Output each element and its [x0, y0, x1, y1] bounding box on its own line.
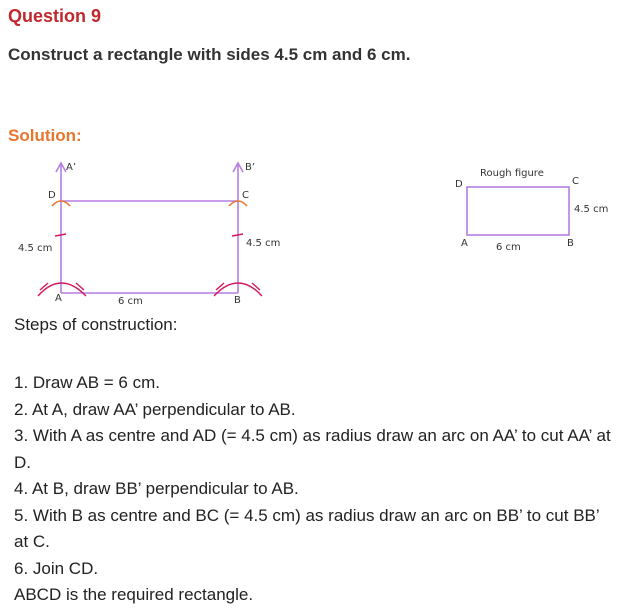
question-title: Question 9: [8, 6, 102, 26]
label-bottom: 6 cm: [118, 296, 143, 307]
label-left-side: 4.5 cm: [18, 243, 53, 254]
label-A-prime: A’: [66, 162, 77, 173]
solution-heading: Solution:: [8, 126, 82, 145]
label-D: D: [48, 190, 56, 201]
step-1: 1. Draw AB = 6 cm.: [14, 373, 160, 392]
rough-label-D: D: [455, 179, 463, 190]
rough-label-B: B: [567, 238, 574, 249]
tick-right: [232, 234, 243, 236]
rough-rectangle: [467, 187, 569, 235]
question-text: Construct a rectangle with sides 4.5 cm and 6 cm.: [8, 45, 411, 64]
rough-label-A: A: [461, 238, 468, 249]
label-right-side: 4.5 cm: [246, 238, 281, 249]
step-6: 6. Join CD.: [14, 558, 99, 578]
rough-side: 4.5 cm: [574, 204, 609, 215]
step-5: 5. With B as centre and BC (= 4.5 cm) as radius draw an arc on BB’ to cut BB’ at C.: [14, 505, 600, 551]
conclusion: ABCD is the required rectangle.: [14, 585, 254, 604]
label-B-prime: B’: [245, 162, 256, 173]
steps-title: Steps of construction:: [14, 315, 178, 334]
rough-label-C: C: [572, 176, 579, 187]
label-C: C: [242, 190, 249, 201]
step-2: 2. At A, draw AA’ perpendicular to AB.: [14, 399, 296, 419]
rough-bottom: 6 cm: [496, 242, 521, 253]
tick-left: [55, 234, 66, 236]
step-3: 3. With A as centre and AD (= 4.5 cm) as radius draw an arc on AA’ to cut AA’ at D.: [14, 426, 611, 472]
label-B: B: [234, 295, 241, 306]
steps-list: [14, 370, 614, 609]
construction-figure: [0, 150, 623, 315]
label-A: A: [55, 293, 62, 304]
step-4: 4. At B, draw BB’ perpendicular to AB.: [14, 479, 299, 498]
mark-A-left: [40, 283, 48, 290]
rough-title: Rough figure: [480, 168, 544, 179]
